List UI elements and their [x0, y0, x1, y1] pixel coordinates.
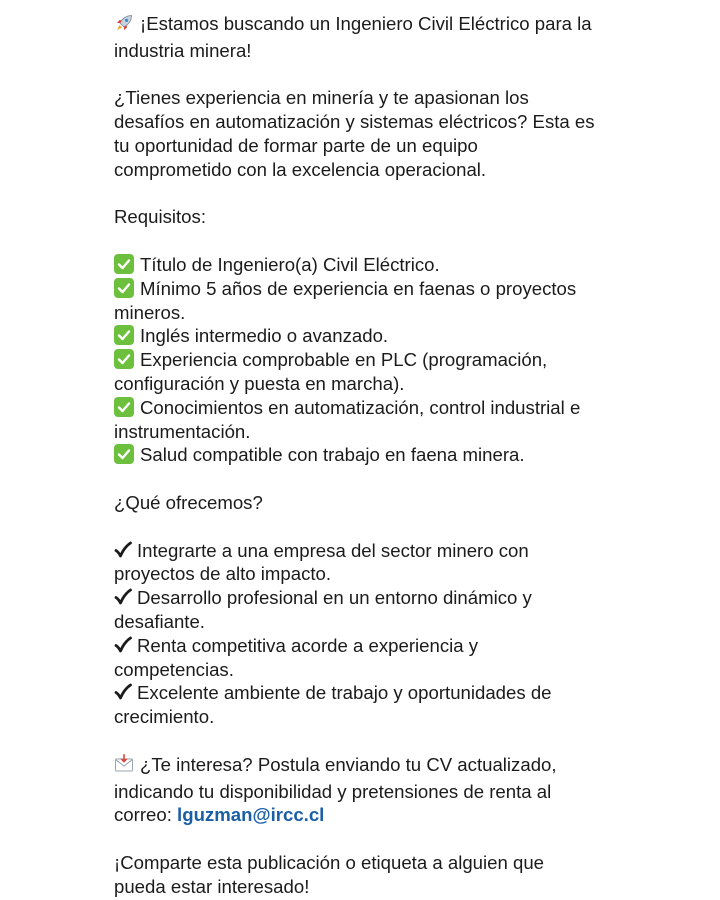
offer-item-line [114, 658, 634, 682]
requirement-item-line [114, 324, 634, 348]
spacer [114, 729, 634, 753]
offer-item-line [114, 705, 634, 729]
requirement-item-line [114, 348, 634, 372]
offer-item-line [114, 634, 634, 658]
offer-heading [114, 491, 634, 515]
offer-item [114, 681, 634, 729]
offer-item-line [114, 586, 634, 610]
apply-text-3: correo: [114, 804, 178, 826]
offer-item-text: Renta competitiva acorde a experiencia y [137, 634, 479, 656]
offer-item-text: crecimiento. [114, 706, 215, 728]
requirement-item-text: Conocimientos en automatización, control industrial e [140, 396, 581, 418]
requirement-item [114, 348, 634, 396]
green-check-box-icon [114, 444, 134, 464]
spacer [114, 827, 634, 851]
requirement-item [114, 253, 634, 277]
apply-line-3 [114, 803, 634, 827]
share-paragraph [114, 851, 634, 899]
requirement-item [114, 277, 634, 325]
requirement-item-line [114, 396, 634, 420]
offer-item-line [114, 610, 634, 634]
spacer [114, 63, 634, 87]
check-mark-icon [114, 541, 132, 559]
requirements-heading [114, 205, 634, 229]
spacer [114, 467, 634, 491]
pitch-line: comprometido con la excelencia operacional. [114, 158, 487, 180]
green-check-box-icon [114, 278, 134, 298]
apply-text-1: ¿Te interesa? Postula enviando tu CV actualizado, [140, 753, 557, 775]
requirement-item [114, 396, 634, 444]
check-mark-icon [114, 683, 132, 701]
intro-text-1: ¡Estamos buscando un Ingeniero Civil Eléctrico para la [140, 13, 592, 34]
apply-text-2: indicando tu disponibilidad y pretensiones de renta al [114, 780, 552, 802]
share-line: ¡Comparte esta publicación o etiqueta a alguien que [114, 851, 545, 873]
pitch-line: tu oportunidad de formar parte de un equipo [114, 134, 478, 156]
job-post [114, 12, 634, 898]
green-check-box-icon [114, 397, 134, 417]
requirement-item-text: Experiencia comprobable en PLC (programación, [140, 349, 548, 371]
envelope-icon [114, 754, 134, 780]
offer-item [114, 586, 634, 634]
offer-item [114, 539, 634, 587]
apply-paragraph [114, 753, 634, 827]
requirement-item-text: instrumentación. [114, 420, 251, 442]
requirement-item-line [114, 443, 634, 467]
offer-item-text: proyectos de alto impacto. [114, 563, 332, 585]
green-check-box-icon [114, 349, 134, 369]
rocket-icon [114, 13, 134, 39]
check-mark-icon [114, 588, 132, 606]
green-check-box-icon [114, 254, 134, 274]
offer-item [114, 634, 634, 682]
requirement-item-line [114, 372, 634, 396]
requirement-item-line [114, 420, 634, 444]
requirement-item-text: Título de Ingeniero(a) Civil Eléctrico. [140, 253, 440, 275]
spacer [114, 182, 634, 206]
offer-item-text: Excelente ambiente de trabajo y oportunidades de [137, 682, 552, 704]
email-link[interactable]: lguzman@ircc.cl [177, 804, 325, 826]
requirement-item [114, 324, 634, 348]
requirement-item-text: Mínimo 5 años de experiencia en faenas o proyectos [140, 277, 577, 299]
requirement-item-text: Salud compatible con trabajo en faena minera. [140, 444, 525, 466]
offer-item-line [114, 562, 634, 586]
share-line: pueda estar interesado! [114, 875, 310, 897]
requirement-item-text: Inglés intermedio o avanzado. [140, 325, 389, 347]
requirement-item-line [114, 301, 634, 325]
offer-item-text: desafiante. [114, 610, 205, 632]
requirements-heading-text: Requisitos: [114, 206, 206, 228]
offer-list [114, 539, 634, 729]
intro-line-1 [114, 12, 634, 39]
requirement-item-line [114, 277, 634, 301]
spacer [114, 515, 634, 539]
pitch-line: desafíos en automatización y sistemas eléctricos? Esta es [114, 111, 595, 133]
offer-item-line [114, 681, 634, 705]
check-mark-icon [114, 636, 132, 654]
requirement-item [114, 443, 634, 467]
offer-item-text: competencias. [114, 658, 234, 680]
requirement-item-line [114, 253, 634, 277]
offer-heading-text: ¿Qué ofrecemos? [114, 491, 263, 513]
green-check-box-icon [114, 325, 134, 345]
intro-paragraph [114, 12, 634, 63]
offer-item-line [114, 539, 634, 563]
requirement-item-text: mineros. [114, 301, 186, 323]
intro-text-2: industria minera! [114, 39, 252, 61]
spacer [114, 229, 634, 253]
offer-item-text: Desarrollo profesional en un entorno dinámico y [137, 587, 532, 609]
offer-item-text: Integrarte a una empresa del sector minero con [137, 539, 529, 561]
apply-line-1 [114, 753, 634, 780]
requirement-item-text: configuración y puesta en marcha). [114, 372, 405, 394]
pitch-paragraph [114, 86, 634, 181]
pitch-line: ¿Tienes experiencia en minería y te apasionan los [114, 87, 529, 109]
requirements-list [114, 253, 634, 467]
